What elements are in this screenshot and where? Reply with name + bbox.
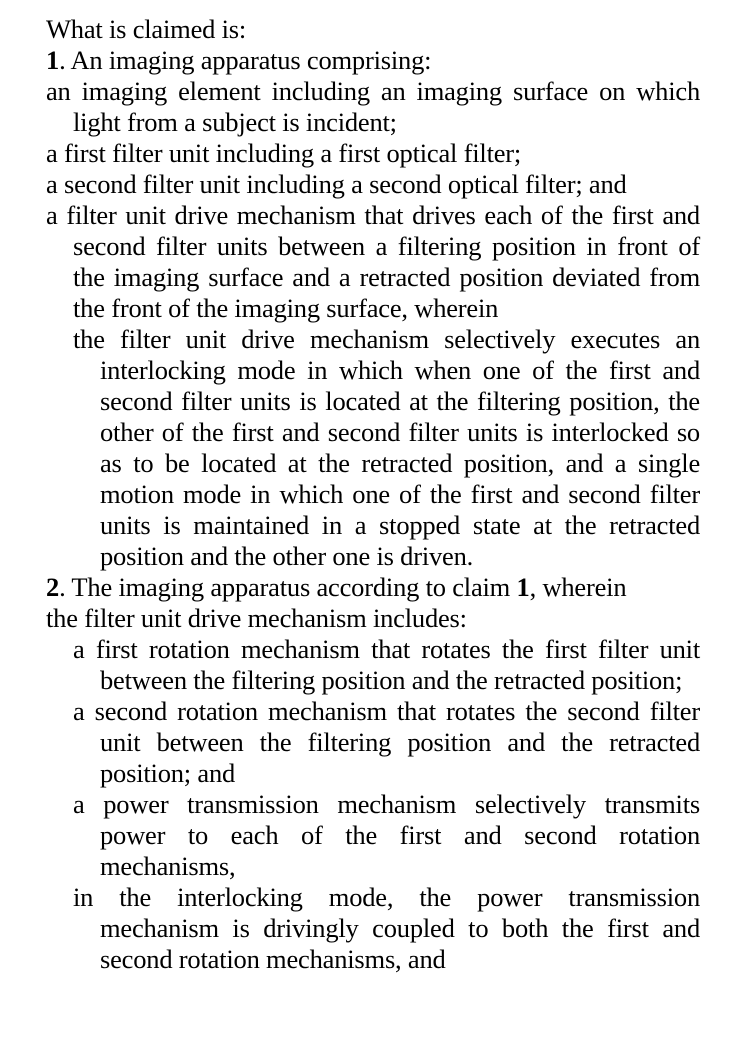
claim-2-preamble-text-b: , wherein	[529, 572, 627, 602]
claims-page	[46, 14, 700, 975]
claim-1-preamble-text: . An imaging apparatus comprising:	[59, 45, 432, 75]
claims-heading: What is claimed is:	[46, 14, 247, 44]
claim-2-reference-number: 1	[516, 572, 530, 602]
claim-2-preamble-text-a: . The imaging apparatus according to claim	[59, 572, 517, 602]
claim-2-preamble	[46, 572, 700, 603]
claim-1-element-imaging-element: an imaging element including an imaging surface on which light from a subject is incident;	[46, 76, 700, 137]
claim-1-number: 1	[46, 45, 60, 75]
claim-2-intro: the filter unit drive mechanism includes:	[46, 603, 467, 633]
claim-1-element-first-filter: a first filter unit including a first optical filter;	[46, 138, 522, 168]
claim-1-wherein-clause: the filter unit drive mechanism selectively executes an interlocking mode in which when one of the first and second filter units is located at the filtering position, the other of the first and second filter units is interlocked so as to be located at the retracted position, and a single motion mode in which one of the first and second filter units is maintained in a stopped state at the retracted position and the other one is driven.	[73, 324, 700, 571]
claim-2-element-second-rotation: a second rotation mechanism that rotates the second filter unit between the filtering position and the retracted position; and	[73, 696, 700, 788]
claim-2-element-interlocking-mode: in the interlocking mode, the power transmission mechanism is drivingly coupled to both the first and second rotation mechanisms, and	[73, 882, 700, 974]
claim-2-element-power-transmission: a power transmission mechanism selectively transmits power to each of the first and second rotation mechanisms,	[73, 789, 700, 881]
claim-1-element-second-filter: a second filter unit including a second optical filter; and	[46, 169, 627, 199]
claim-1-preamble	[46, 45, 700, 76]
claim-1-element-drive-mechanism: a filter unit drive mechanism that drives each of the first and second filter units between a filtering position in front of the imaging surface and a retracted position deviated from the front of the imaging surface, wherein	[46, 200, 700, 323]
claim-2-number: 2	[46, 572, 60, 602]
claim-2-element-first-rotation: a first rotation mechanism that rotates the first filter unit between the filtering position and the retracted position;	[73, 634, 700, 695]
